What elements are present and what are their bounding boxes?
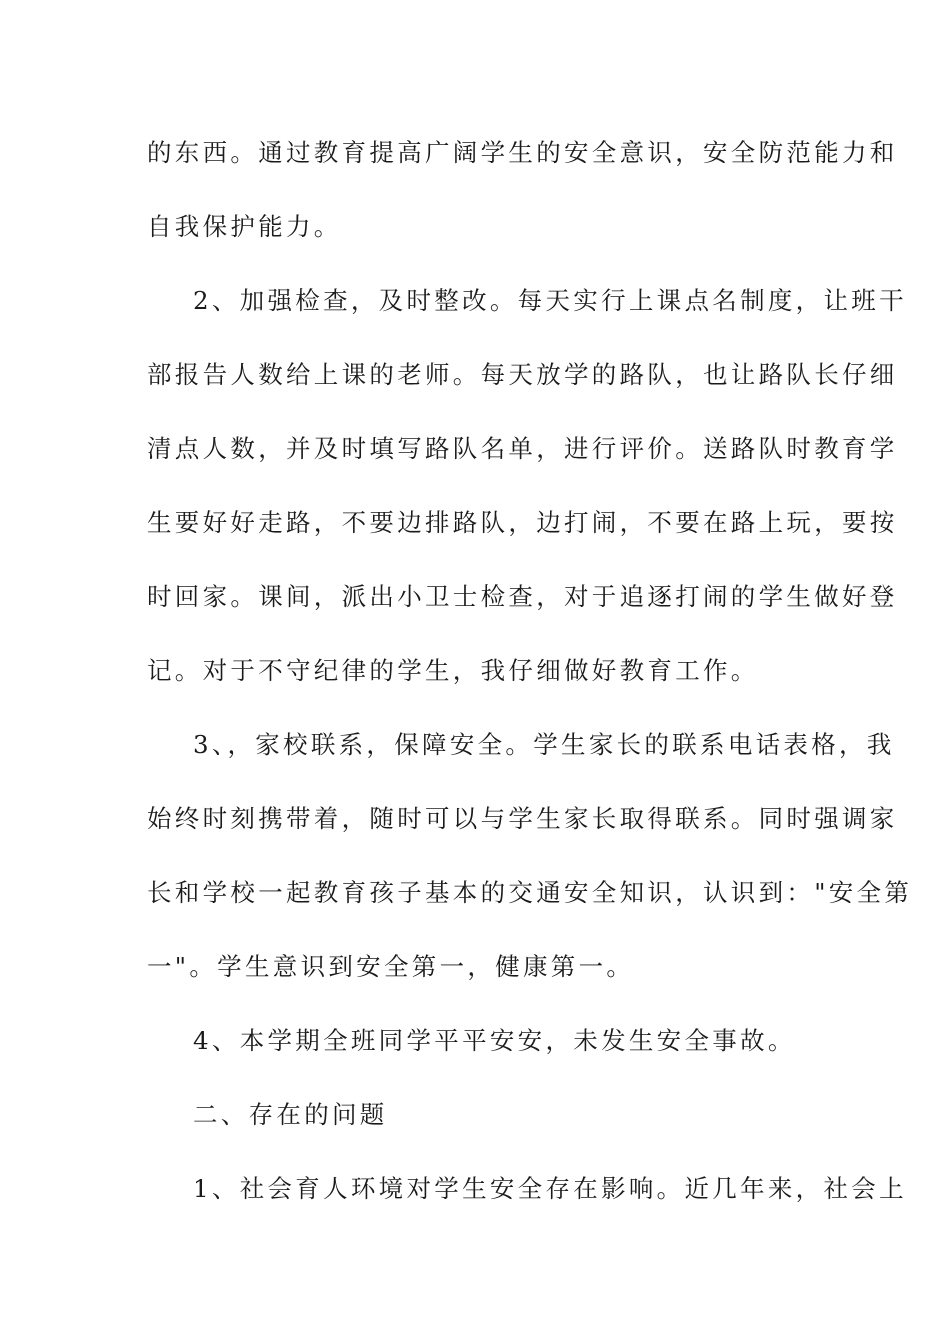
text-line: 始终时刻携带着，随时可以与学生家长取得联系。同时强调家 bbox=[147, 804, 898, 833]
text-line: 的东西。通过教育提高广阔学生的安全意识，安全防范能力和 bbox=[147, 138, 898, 167]
text-line: 生要好好走路，不要边排路队，边打闹，不要在路上玩，要按 bbox=[147, 508, 898, 537]
paragraph-start: 1、社会育人环境对学生安全存在影响。近几年来，社会上 bbox=[193, 1174, 907, 1203]
text-line: 长和学校一起教育孩子基本的交通安全知识，认识到："安全第 bbox=[147, 878, 913, 907]
text-line: 记。对于不守纪律的学生，我仔细做好教育工作。 bbox=[147, 656, 759, 685]
paragraph-start: 3、，家校联系，保障安全。学生家长的联系电话表格，我 bbox=[193, 730, 895, 759]
text-line: 时回家。课间，派出小卫士检查，对于追逐打闹的学生做好登 bbox=[147, 582, 898, 611]
text-line: 部报告人数给上课的老师。每天放学的路队，也让路队长仔细 bbox=[147, 360, 898, 389]
paragraph-start: 4、本学期全班同学平平安安，未发生安全事故。 bbox=[193, 1026, 796, 1055]
text-line: 清点人数，并及时填写路队名单，进行评价。送路队时教育学 bbox=[147, 434, 898, 463]
text-line: 一"。学生意识到安全第一，健康第一。 bbox=[147, 952, 635, 981]
section-heading: 二、存在的问题 bbox=[193, 1100, 388, 1129]
text-line: 自我保护能力。 bbox=[147, 212, 342, 241]
paragraph-start: 2、加强检查，及时整改。每天实行上课点名制度，让班干 bbox=[193, 286, 907, 315]
